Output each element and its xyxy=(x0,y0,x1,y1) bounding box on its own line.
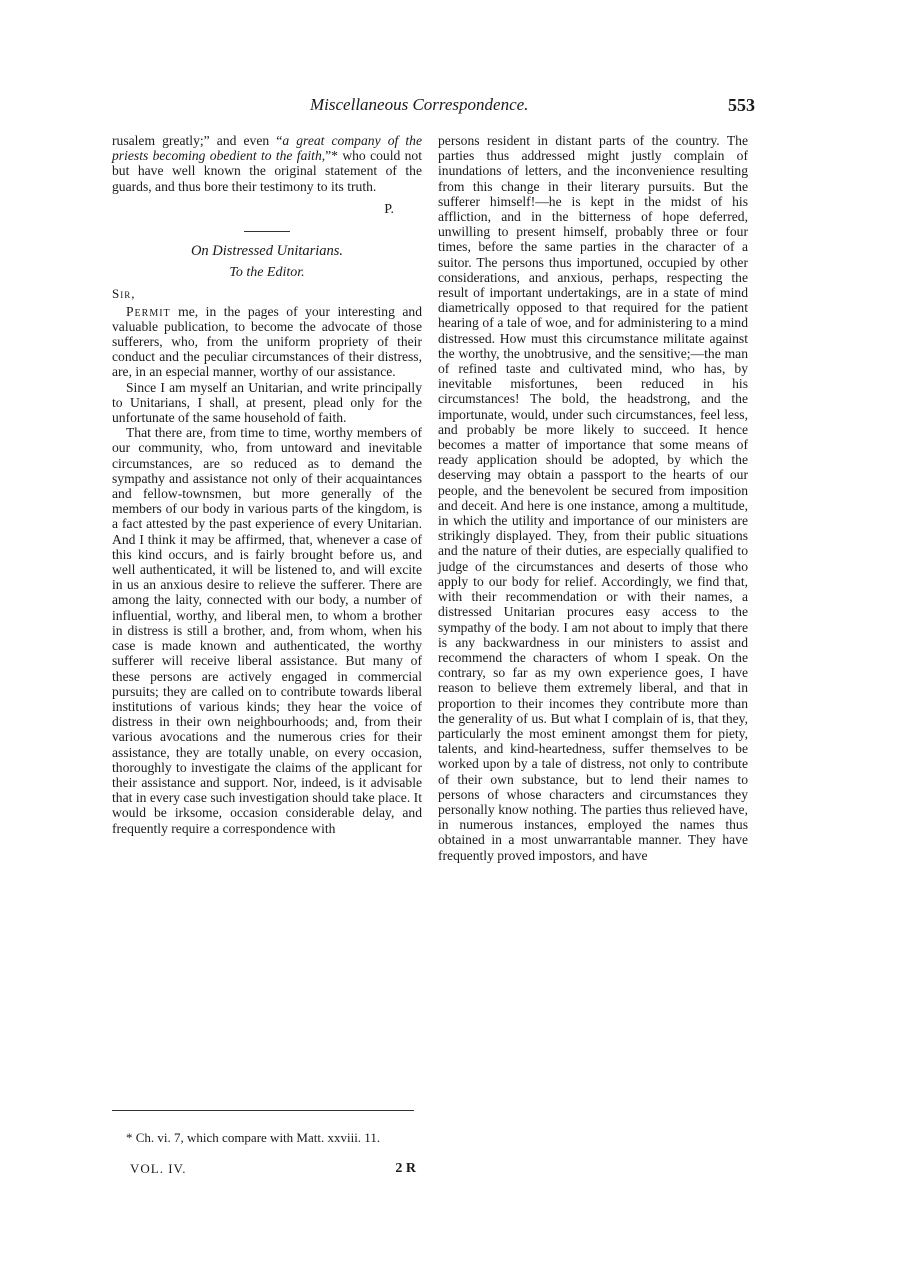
opening-quote: a great company of the priests becoming obedient to the faith, xyxy=(112,133,422,164)
right-column-text: persons resident in distant parts of the country. The parties thus addressed might justly complain of inundations of letters, and the inconvenience resulting from this change in their literary pursuits. But the sufferer himself!—he is kept in the midst of his affliction, and in the bitterness of hope deferred, unwilling to present himself, probably three or four times, before the same parties in the character of a suitor. The persons thus importuned, occupied by other considerations, and anxious, perhaps, respecting the result of important undertakings, are in a state of mind diametrically opposed to that required for the patient hearing of a tale of woe, and for administering to a mind distressed. How must this circumstance militate against the worthy, the unobtrusive, and the sensitive;—the man of refined taste and cultivated mind, who has, by inevitable misfortunes, been reduced in his circumstances! The bold, the headstrong, and the importunate, would, under such circumstances, feel less, and probably be more likely to succeed. It hence becomes a matter of importance that some means of ready application should be adopted, by which the deserving may obtain a passport to the hearts of our people, and the benevolent be secured from imposition and deceit. And here is one instance, among a multitude, in which the utility and importance of our ministers are strikingly displayed. They, from their public situations and the nature of their duties, are especially qualified to judge of the circumstances and deserts of those who apply to our body for relief. Accordingly, we find that, with their recommendation or with their names, a distressed Unitarian procures easy access to the sympathy of the body. I am not about to imply that there is any backwardness in our ministers to assist and recommend the characters of whom I speak. On the contrary, so far as my own experience goes, I have reason to believe them extremely liberal, and that in proportion to their incomes they contribute more than the generality of us. But what I complain of is, that they, particularly the most eminent amongst them for piety, talents, and kind-heartedness, suffer themselves to be worked upon by a tale of distress, not only to contribute of their own substance, but to lend their names to persons of whose characters and circumstances they personally know nothing. The parties thus relieved have, in numerous instances, employed the names thus obtained in a most unwarrantable manner. They have frequently proved impostors, and have xyxy=(438,133,748,863)
paragraph-2: Since I am myself an Unitarian, and write principally to Unitarians, I shall, at present, plead only for the unfortunate of the same household of faith. xyxy=(112,379,422,426)
paragraph-1-text: me, in the pages of your interesting and valuable publication, to become the advocate of those sufferers, who, from the uniform propriety of their conduct and the peculiar circumstances of their distress, are, in an especial manner, worthy of our assistance. xyxy=(112,303,422,380)
footnote-text: * Ch. vi. 7, which compare with Matt. xxviii. 11. xyxy=(126,1130,381,1145)
paragraph-3: That there are, from time to time, worthy members of our community, who, from untoward and inevitable circumstances, are so reduced as to demand the sympathy and assistance not only of their acquaintances and fellow-townsmen, but more generally of the members of our body in various parts of the kingdom, is a fact attested by the past experience of every Unitarian. And I think it may be affirmed, that, whenever a case of this kind occurs, and is fairly brought before us, and well authenticated, it will be listened to, and will excite in us an anxious desire to relieve the sufferer. There are among the laity, connected with our body, a number of influential, worthy, and liberal men, to whom a brother in distress is still a brother, and, from whom, when his case is made known and authenticated, the worthy sufferer will receive liberal assistance. But many of these persons are actively engaged in commercial pursuits; they are called on to contribute towards liberal institutions of various kinds; they hear the voice of distress in their own neighbourhoods; and, from their various avocations and the numerous cries for their assistance, they are totally unable, on every occasion, thoroughly to investigate the claims of the applicant for their assistance and support. Nor, indeed, is it advisable that in every case such investigation should take place. It would be irksome, occasion considerable delay, and frequently require a correspondence with xyxy=(112,425,422,836)
footnote xyxy=(112,1130,422,1145)
letter-signature: P. xyxy=(384,201,394,217)
running-title: Miscellaneous Correspondence. xyxy=(310,95,529,114)
left-column xyxy=(112,133,422,836)
section-divider xyxy=(244,231,290,232)
paragraph-1-lead: Permit xyxy=(126,303,171,319)
volume-label: VOL. IV. xyxy=(130,1161,187,1176)
footnote-rule xyxy=(112,1110,414,1111)
to-editor-heading: To the Editor. xyxy=(229,265,305,281)
opening-text-pre: rusalem greatly;” and even “ xyxy=(112,133,283,148)
article-title: On Distressed Unitarians. xyxy=(190,243,344,260)
signature-mark: 2 R xyxy=(395,1161,416,1176)
page-number: 553 xyxy=(728,95,755,115)
salutation: Sir, xyxy=(112,286,136,302)
paragraph-1 xyxy=(112,304,422,380)
opening-text-post: ”* who could not but have well known the original statement of the guards, and thus bore their testimony to its truth. xyxy=(112,148,422,194)
opening-paragraph xyxy=(112,133,422,194)
right-column xyxy=(438,133,748,863)
page-header xyxy=(110,95,755,125)
